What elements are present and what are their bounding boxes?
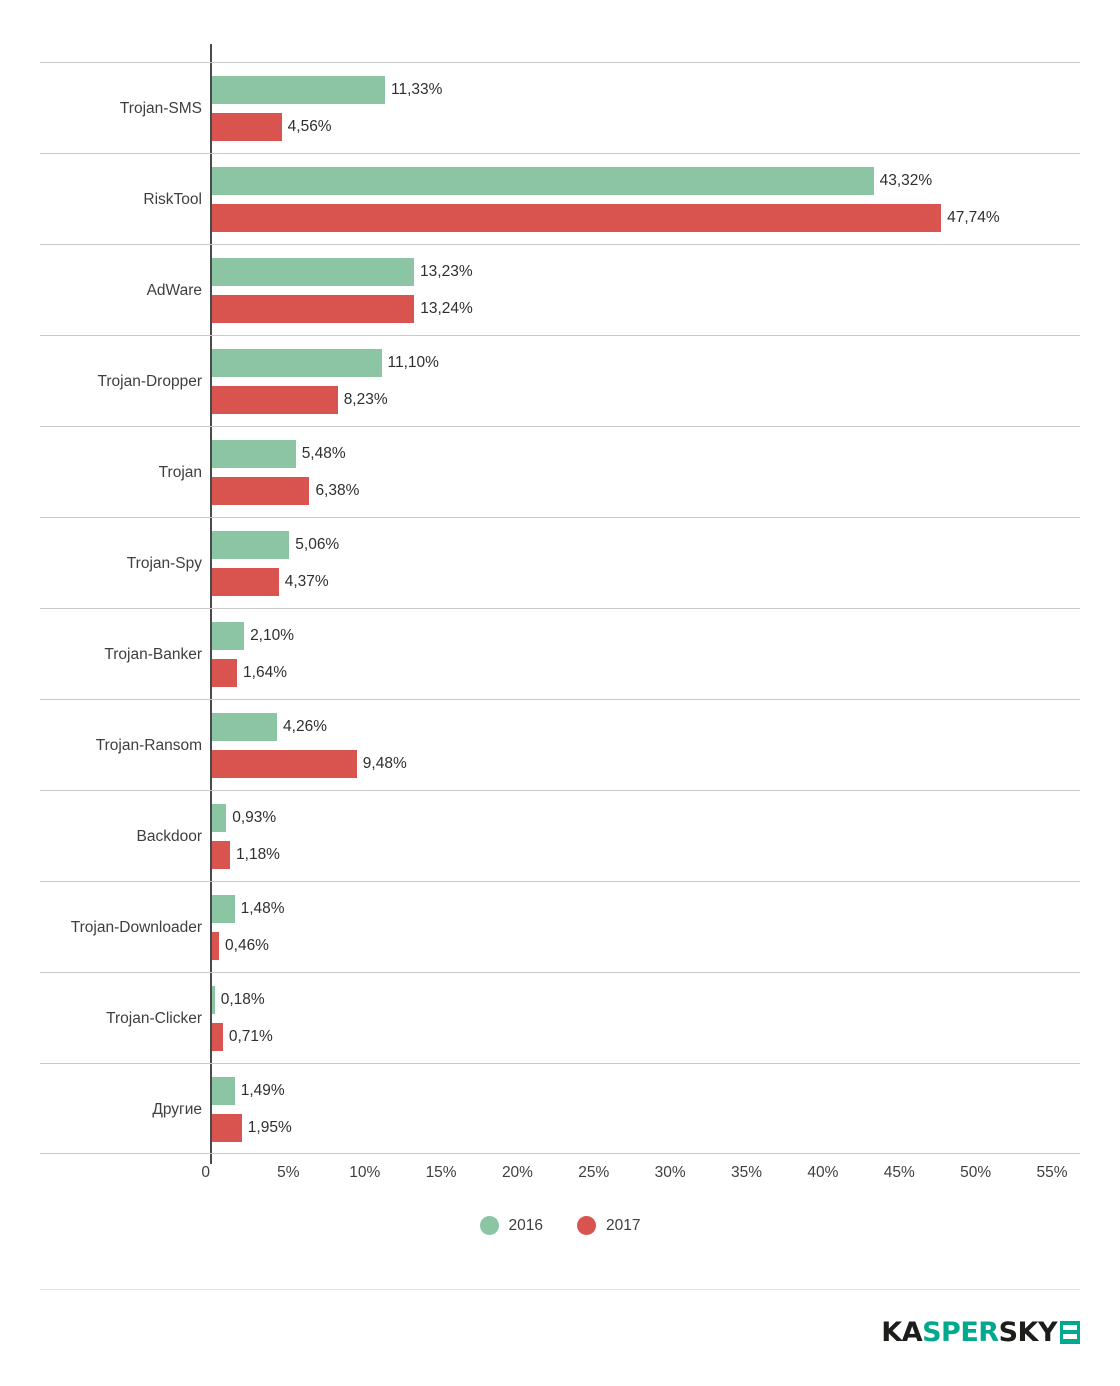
bar-2017 bbox=[212, 113, 282, 141]
x-tick-label: 45% bbox=[883, 1164, 915, 1181]
bar-row bbox=[40, 62, 1080, 153]
bar-item bbox=[212, 386, 1080, 414]
bar-item bbox=[212, 349, 1080, 377]
bar-2017 bbox=[212, 204, 941, 232]
bar-item bbox=[212, 750, 1080, 778]
bar-group bbox=[212, 973, 1080, 1064]
category-label: AdWare bbox=[146, 281, 202, 299]
bar-item bbox=[212, 477, 1080, 505]
bar-row bbox=[40, 517, 1080, 608]
bar-item bbox=[212, 204, 1080, 232]
bar-group bbox=[212, 1064, 1080, 1155]
bar-row bbox=[40, 426, 1080, 517]
bar-group bbox=[212, 427, 1080, 518]
bar-value-label: 13,24% bbox=[420, 300, 473, 317]
bar-item bbox=[212, 440, 1080, 468]
bar-item bbox=[212, 841, 1080, 869]
legend-label: 2017 bbox=[606, 1216, 641, 1234]
bar-rows bbox=[40, 62, 1080, 1154]
x-tick-label: 20% bbox=[501, 1164, 533, 1181]
bar-row bbox=[40, 699, 1080, 790]
bar-row bbox=[40, 153, 1080, 244]
category-label: Trojan bbox=[158, 463, 202, 481]
bar-value-label: 9,48% bbox=[362, 755, 407, 772]
bar-2017 bbox=[212, 932, 219, 960]
bar-item bbox=[212, 622, 1080, 650]
category-label: Другие bbox=[152, 1100, 202, 1118]
bar-item bbox=[212, 986, 1080, 1014]
bar-value-label: 1,95% bbox=[247, 1119, 292, 1136]
category-label: Trojan-Spy bbox=[126, 554, 202, 572]
brand-wordmark bbox=[881, 1317, 1057, 1348]
kaspersky-logo bbox=[881, 1315, 1080, 1349]
bar-2017 bbox=[212, 477, 309, 505]
bar-item bbox=[212, 932, 1080, 960]
bar-group bbox=[212, 791, 1080, 882]
bar-item bbox=[212, 659, 1080, 687]
category-label: Trojan-Dropper bbox=[97, 372, 202, 390]
bar-group bbox=[212, 518, 1080, 609]
bar-value-label: 11,10% bbox=[387, 354, 439, 371]
category-label: Backdoor bbox=[136, 827, 202, 845]
bar-value-label: 11,33% bbox=[391, 81, 443, 98]
bar-2016 bbox=[212, 258, 414, 286]
bar-group bbox=[212, 154, 1080, 245]
bar-item bbox=[212, 76, 1080, 104]
footer-divider bbox=[40, 1289, 1080, 1290]
brand-text-part2: SPER bbox=[922, 1316, 999, 1348]
bar-value-label: 2,10% bbox=[250, 627, 295, 644]
bar-group bbox=[212, 63, 1080, 154]
bar-item bbox=[212, 113, 1080, 141]
bar-item bbox=[212, 295, 1080, 323]
bar-item bbox=[212, 1023, 1080, 1051]
x-tick-label: 25% bbox=[578, 1164, 610, 1181]
bar-item bbox=[212, 258, 1080, 286]
plot-area bbox=[40, 44, 1080, 1164]
bar-value-label: 0,71% bbox=[228, 1028, 273, 1045]
bar-item bbox=[212, 568, 1080, 596]
legend-swatch-icon bbox=[577, 1216, 596, 1235]
bar-group bbox=[212, 882, 1080, 973]
bar-row bbox=[40, 1063, 1080, 1154]
bar-2017 bbox=[212, 841, 230, 869]
brand-text-part1: KA bbox=[881, 1316, 923, 1348]
bar-value-label: 8,23% bbox=[343, 391, 388, 408]
bar-item bbox=[212, 1114, 1080, 1142]
x-tick-label: 5% bbox=[277, 1164, 300, 1181]
kaspersky-mark-icon bbox=[1060, 1321, 1080, 1344]
bar-2017 bbox=[212, 568, 279, 596]
bar-2016 bbox=[212, 895, 235, 923]
bar-2016 bbox=[212, 622, 244, 650]
category-label: Trojan-Clicker bbox=[106, 1009, 202, 1027]
category-label: Trojan-Downloader bbox=[70, 918, 202, 936]
bar-item bbox=[212, 531, 1080, 559]
legend-item-2016[interactable] bbox=[480, 1216, 543, 1235]
bar-row bbox=[40, 881, 1080, 972]
bar-2017 bbox=[212, 659, 237, 687]
bar-value-label: 1,64% bbox=[243, 664, 287, 681]
bar-2016 bbox=[212, 531, 289, 559]
bar-value-label: 0,93% bbox=[232, 809, 277, 826]
bar-value-label: 4,56% bbox=[287, 118, 332, 135]
x-tick-label: 30% bbox=[654, 1164, 686, 1181]
bar-value-label: 4,37% bbox=[284, 573, 329, 590]
x-axis bbox=[40, 1164, 1080, 1194]
legend-label: 2016 bbox=[508, 1216, 543, 1234]
category-label: RiskTool bbox=[143, 190, 202, 208]
x-tick-label: 10% bbox=[349, 1164, 381, 1181]
x-tick-label: 55% bbox=[1036, 1164, 1068, 1181]
bar-value-label: 1,18% bbox=[236, 846, 280, 863]
bar-value-label: 0,46% bbox=[225, 937, 269, 954]
bar-2017 bbox=[212, 750, 357, 778]
bar-2016 bbox=[212, 804, 226, 832]
bar-value-label: 6,38% bbox=[315, 482, 360, 499]
bar-item bbox=[212, 895, 1080, 923]
bar-2017 bbox=[212, 295, 414, 323]
x-tick-label: 15% bbox=[425, 1164, 457, 1181]
legend-swatch-icon bbox=[480, 1216, 499, 1235]
bar-value-label: 5,06% bbox=[295, 536, 340, 553]
bar-2016 bbox=[212, 167, 874, 195]
bar-group bbox=[212, 245, 1080, 336]
bar-value-label: 13,23% bbox=[420, 263, 473, 280]
bar-2017 bbox=[212, 1023, 223, 1051]
bar-group bbox=[212, 609, 1080, 700]
bar-row bbox=[40, 972, 1080, 1063]
bar-2016 bbox=[212, 986, 215, 1014]
bar-value-label: 1,49% bbox=[240, 1082, 285, 1099]
bar-row bbox=[40, 335, 1080, 426]
bar-value-label: 1,48% bbox=[240, 900, 285, 917]
bar-2016 bbox=[212, 1077, 235, 1105]
chart-legend bbox=[0, 1216, 1120, 1235]
bar-2017 bbox=[212, 1114, 242, 1142]
bar-value-label: 43,32% bbox=[879, 172, 933, 189]
bar-item bbox=[212, 713, 1080, 741]
bar-row bbox=[40, 790, 1080, 881]
bar-value-label: 5,48% bbox=[301, 445, 346, 462]
bar-item bbox=[212, 1077, 1080, 1105]
brand-text-part3: SKY bbox=[998, 1316, 1057, 1348]
bar-value-label: 4,26% bbox=[283, 718, 327, 735]
x-tick-label: 50% bbox=[960, 1164, 992, 1181]
bar-value-label: 47,74% bbox=[947, 209, 1000, 226]
bar-item bbox=[212, 167, 1080, 195]
bar-group bbox=[212, 700, 1080, 791]
bar-group bbox=[212, 336, 1080, 427]
category-label: Trojan-Ransom bbox=[95, 736, 202, 754]
x-tick-label: 35% bbox=[731, 1164, 763, 1181]
bar-row bbox=[40, 244, 1080, 335]
x-tick-label: 0 bbox=[201, 1164, 210, 1181]
category-label: Trojan-Banker bbox=[104, 645, 202, 663]
bar-row bbox=[40, 608, 1080, 699]
bar-2017 bbox=[212, 386, 338, 414]
bar-item bbox=[212, 804, 1080, 832]
bar-value-label: 0,18% bbox=[220, 991, 265, 1008]
x-tick-label: 40% bbox=[807, 1164, 839, 1181]
legend-item-2017[interactable] bbox=[577, 1216, 640, 1235]
bar-2016 bbox=[212, 713, 277, 741]
bar-2016 bbox=[212, 76, 385, 104]
bar-2016 bbox=[212, 440, 296, 468]
bar-2016 bbox=[212, 349, 382, 377]
category-label: Trojan-SMS bbox=[119, 99, 202, 117]
